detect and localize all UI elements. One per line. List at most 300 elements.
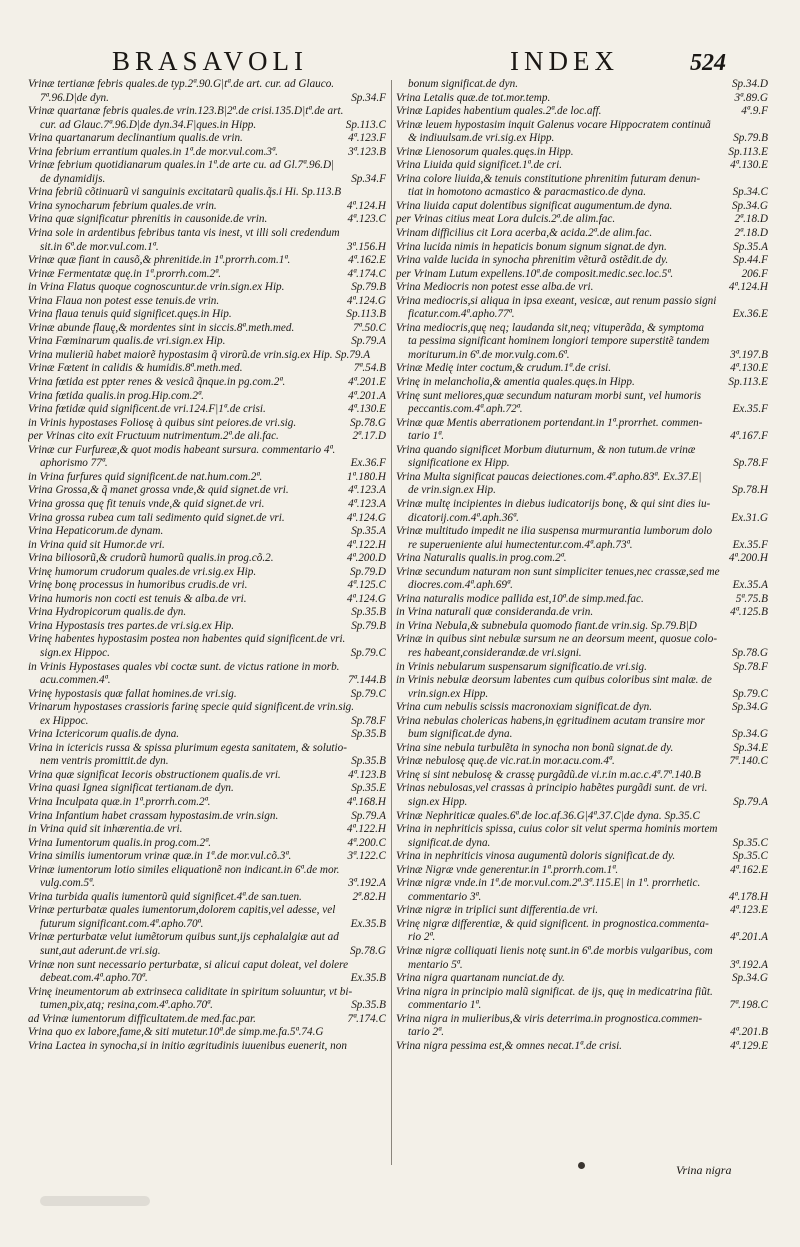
index-line xyxy=(396,539,768,553)
index-line xyxy=(28,200,386,214)
entry-text: Vrinæ non sunt necessario perturbatæ, si alicui caput doleat, vel dolere xyxy=(28,958,349,971)
index-line xyxy=(396,1040,768,1054)
entry-text: cur. ad Glauc.7ª.96.D|de dyn.34.F|ques.in Hipp. xyxy=(40,118,257,131)
index-line xyxy=(28,674,386,688)
entry-text: Vrina naturalis modice pallida est,10ª.de simp.med.fac. xyxy=(396,592,644,605)
entry-reference: 4ª.124.G xyxy=(346,294,386,307)
index-line xyxy=(396,904,768,918)
index-line xyxy=(396,850,768,864)
entry-reference: 4ª.174.C xyxy=(347,267,386,280)
entry-text: Vrinæ tertianæ febris quales.de typ.2ª.90.G|tª.de art. cur. ad Glauco. xyxy=(28,78,335,90)
entry-text: in Vrinis nebularum suspensarum significatio.de vri.sig. xyxy=(396,660,647,673)
entry-text: Vrina Hypostasis tres partes.de vri.sig.ex Hip. xyxy=(28,619,235,632)
index-line xyxy=(396,498,768,512)
entry-text: per Vrinas cito exit Fructuum nutrimentum.2ª.de ali.fac. xyxy=(28,430,279,443)
index-line xyxy=(396,308,768,322)
entry-reference: Ex.35.F xyxy=(732,538,768,551)
entry-text: Vrina Liuida quid significet.1ª.de cri. xyxy=(396,159,563,172)
entry-text: re superueniente alui humectentur.com.4ª.aph.73ª. xyxy=(408,538,633,551)
entry-text: Vrinę hypostasis quæ fallat homines.de vri.sig. xyxy=(28,687,237,700)
entry-text: significatione ex Hipp. xyxy=(408,457,510,470)
entry-text: per Vrinam Lutum expellens.10ª.de composit.medic.sec.loc.5ª. xyxy=(396,267,674,280)
paper-stain xyxy=(40,1196,150,1206)
entry-reference: Sp.35.B xyxy=(351,606,386,619)
entry-reference: 3ª.197.B xyxy=(730,348,768,361)
entry-reference: 4ª.124.G xyxy=(346,511,386,524)
entry-reference: Ex.35.A xyxy=(732,579,768,592)
index-line xyxy=(396,633,768,647)
entry-text: commentario 3ª. xyxy=(408,890,482,903)
entry-text: in Vrina Nebula,& subnebula quomodo fiant.de vrin.sig. Sp.79.B|D xyxy=(396,619,697,632)
entry-reference: Sp.35.E xyxy=(351,782,386,795)
index-line xyxy=(28,186,386,200)
entry-text: tumen,pix,atq; resina,com.4ª.apho.70ª. xyxy=(40,999,213,1012)
index-line xyxy=(396,119,768,133)
entry-reference: Sp.35.C xyxy=(732,850,768,863)
entry-text: Vrinæ quæ Mentis aberrationem portendant.in 1ª.prorrhet. commen- xyxy=(396,416,703,429)
index-line xyxy=(28,877,386,891)
entry-text: tario 1ª. xyxy=(408,430,445,443)
entry-reference: Sp.78.H xyxy=(731,484,768,497)
index-line xyxy=(28,376,386,390)
index-line xyxy=(28,728,386,742)
index-line xyxy=(396,999,768,1013)
entry-reference: 2ª.17.D xyxy=(352,430,386,443)
index-line xyxy=(28,742,386,756)
index-line xyxy=(396,620,768,634)
entry-text: Vrina synocharum febrium quales.de vrin. xyxy=(28,199,217,212)
index-line xyxy=(28,945,386,959)
index-line xyxy=(396,728,768,742)
entry-text: Vrinam difficilius cit Lora acerba,& acida.2ª.de alim.fac. xyxy=(396,227,653,240)
entry-text: res habeant,considerandæ.de vri.signi. xyxy=(408,646,582,659)
entry-reference: 4ª.201.B xyxy=(730,1026,768,1039)
entry-reference: 4ª.178.H xyxy=(728,890,768,903)
index-line xyxy=(28,701,386,715)
entry-text: Vrina mediocris,quę neq; laudanda sit,neq; vituperãda, & symptoma xyxy=(396,321,705,334)
entry-text: Vrina humoris non cocti est tenuis & alba.de vri. xyxy=(28,592,247,605)
entry-text: Vrina colore liuida,& tenuis constitutione phrenitim futuram denun- xyxy=(396,172,701,185)
index-line xyxy=(28,661,386,675)
index-line xyxy=(396,227,768,241)
entry-text: Vrinæ perturbatæ velut iumẽtorum quibus sunt,ijs cephalalgiæ aut ad xyxy=(28,931,339,944)
index-line xyxy=(28,918,386,932)
entry-text: bonum significat.de dyn. xyxy=(408,78,518,90)
entry-reference: 4ª.167.F xyxy=(730,430,768,443)
entry-text: Vrina mulieriũ habet maiorẽ hypostasim q̃ virorũ.de vrin.sig.ex Hip. Sp.79.A xyxy=(28,348,371,361)
entry-reference: 4ª.125.C xyxy=(347,579,386,592)
index-line xyxy=(396,593,768,607)
index-line xyxy=(396,972,768,986)
index-line xyxy=(396,105,768,119)
entry-text: tiat in homotono acmastico & paracmastico.de dyna. xyxy=(408,186,647,199)
entry-text: Vrina nebulas cholericas habens,in ęgritudinem acutam transire mor xyxy=(396,714,705,727)
index-line xyxy=(396,688,768,702)
index-line xyxy=(396,403,768,417)
entry-text: in Vrina furfures quid significent.de nat.hum.com.2ª. xyxy=(28,470,263,483)
entry-text: Vrina mediocris,si aliqua in ipsa exeant, vesicæ, aut renum passio signi xyxy=(396,294,717,307)
index-line xyxy=(396,362,768,376)
index-line xyxy=(396,200,768,214)
entry-reference: Sp.79.B xyxy=(351,619,386,632)
index-line xyxy=(28,308,386,322)
entry-text: moriturum.in 6ª.de mor.vulg.com.6ª. xyxy=(408,348,570,361)
entry-text: de dynamidijs. xyxy=(40,172,106,185)
entry-text: Vrinæ multitudo impedit ne ilia suspensa murmurantia lumborum dolo xyxy=(396,525,713,538)
entry-reference: 3ª.192.A xyxy=(730,958,768,971)
index-line xyxy=(396,891,768,905)
entry-text: Vrinę nigræ differentiæ, & quid significent. in prognostica.commenta- xyxy=(396,917,709,930)
entry-text: Vrinę humorum crudorum quales.de vri.sig.ex Hip. xyxy=(28,565,257,578)
entry-text: vulg.com.5ª. xyxy=(40,877,95,890)
entry-reference: Sp.35.B xyxy=(351,999,386,1012)
entry-reference: 4ª.130.E xyxy=(730,159,768,172)
entry-text: Vrinæ nebulosę quę.de vic.rat.in mor.acu.com.4ª. xyxy=(396,755,615,768)
index-line xyxy=(28,620,386,634)
entry-text: Vrinæ Lienosorum quales.quęs.in Hipp. xyxy=(396,145,574,158)
index-line xyxy=(396,606,768,620)
entry-reference: Sp.44.F xyxy=(733,254,768,267)
entry-text: Vrina cum nebulis scissis macronoxiam significat.de dyn. xyxy=(396,701,653,714)
index-line xyxy=(28,986,386,1000)
entry-reference: Sp.78.F xyxy=(351,714,386,727)
entry-reference: Sp.79.C xyxy=(350,646,386,659)
entry-text: Vrina nigra pessima est,& omnes necat.1ª.de crisi. xyxy=(396,1039,622,1052)
catchword: Vrina nigra xyxy=(676,1163,732,1177)
index-line xyxy=(396,173,768,187)
index-line xyxy=(28,755,386,769)
index-line xyxy=(28,457,386,471)
entry-reference: 7ª.50.C xyxy=(353,321,386,334)
entry-text: debeat.com.4ª.apho.70ª. xyxy=(40,972,148,985)
entry-reference: 4ª.200.D xyxy=(346,552,386,565)
entry-text: Vrina in nephriticis spissa, cuius color sit velut sperma hominis mortem xyxy=(396,823,718,836)
index-line xyxy=(396,945,768,959)
index-line xyxy=(28,715,386,729)
ornament-dot xyxy=(578,1162,585,1169)
index-line xyxy=(28,1013,386,1027)
left-column xyxy=(28,78,386,1053)
index-line xyxy=(396,674,768,688)
entry-reference: 7ª.54.B xyxy=(353,362,386,375)
index-line xyxy=(28,105,386,119)
entry-text: Vrina Infantium habet crassam hypostasim.de vrin.sign. xyxy=(28,809,279,822)
index-line xyxy=(396,146,768,160)
entry-text: Vrina nigra in principio malũ significat. de ijs, quę in medicatrina fiũt. xyxy=(396,985,713,998)
entry-text: Vrina quæ significat Iecoris obstructionem qualis.de vri. xyxy=(28,768,281,781)
index-line xyxy=(28,512,386,526)
entry-text: Vrina fœtida est ppter renes & vesicã q̃nque.in pg.com.2ª. xyxy=(28,376,286,389)
entry-text: dicatorij.com.4ª.aph.36ª. xyxy=(408,511,519,524)
entry-reference: 4ª.123.A xyxy=(348,484,386,497)
index-line xyxy=(396,349,768,363)
entry-reference: Sp.34.E xyxy=(733,741,768,754)
entry-reference: Sp.113.E xyxy=(728,376,768,389)
index-line xyxy=(28,606,386,620)
entry-reference: Sp.79.A xyxy=(351,335,386,348)
index-line xyxy=(396,376,768,390)
entry-text: Vrinæ perturbatæ quales iumentorum,dolorem capitis,vel adesse, vel xyxy=(28,904,336,917)
index-line xyxy=(28,159,386,173)
entry-text: Vrinæ febrium quotidianarum quales.in 1ª.de arte cu. ad Gl.7ª.96.D| xyxy=(28,159,335,172)
index-line xyxy=(396,512,768,526)
entry-reference: 4ª.201.E xyxy=(348,376,386,389)
index-line xyxy=(28,810,386,824)
index-line xyxy=(28,1026,386,1040)
entry-text: bum significat.de dyna. xyxy=(408,728,513,741)
index-line xyxy=(396,186,768,200)
entry-text: Vrina Naturalis qualis.in prog.com.2ª. xyxy=(396,552,567,565)
entry-text: Vrina grossa rubea cum tali sedimento quid signet.de vri. xyxy=(28,511,285,524)
entry-reference: 4ª.168.H xyxy=(346,795,386,808)
entry-text: Vrina valde lucida in synocha phrenitim vẽturã ostẽdit.de dy. xyxy=(396,254,669,267)
index-line xyxy=(28,471,386,485)
index-line xyxy=(28,579,386,593)
index-line xyxy=(28,132,386,146)
entry-text: sit.in 6ª.de mor.vul.com.1ª. xyxy=(40,240,159,253)
entry-reference: Ex.36.E xyxy=(732,308,768,321)
entry-text: ad Vrinæ iumentorum difficultatem.de med.fac.par. xyxy=(28,1012,256,1025)
entry-reference: 4ª.122.H xyxy=(346,823,386,836)
entry-reference: Sp.34.G xyxy=(731,701,768,714)
entry-text: peccantis.com.4ª.aph.72ª. xyxy=(408,403,523,416)
index-line xyxy=(396,837,768,851)
index-line xyxy=(28,227,386,241)
index-line xyxy=(28,633,386,647)
entry-reference: 4ª.123.C xyxy=(347,213,386,226)
entry-text: Vrina quando significet Morbum diuturnum, & non tutum.de vrinæ xyxy=(396,443,696,456)
index-line xyxy=(28,904,386,918)
index-line xyxy=(28,349,386,363)
entry-text: Vrinę si sint nebulosę & crassę purgãdũ.de vi.r.in m.ac.c.4ª.7ª.140.B xyxy=(396,768,701,781)
entry-text: Vrina similis iumentorum vrinæ quæ.in 1ª.de mor.vul.cõ.3ª. xyxy=(28,850,292,863)
index-line xyxy=(28,484,386,498)
entry-reference: 4ª.123.E xyxy=(730,904,768,917)
entry-reference: 4ª.130.E xyxy=(730,362,768,375)
entry-text: Vrinæ multę incipientes in diebus iudicatorijs bonę, & qui sint dies iu- xyxy=(396,497,711,510)
entry-reference: Ex.36.F xyxy=(350,457,386,470)
entry-text: Vrina sole in ardentibus febribus tanta vis inest, vt illi soli credendum xyxy=(28,227,340,240)
entry-reference: Sp.35.C xyxy=(732,836,768,849)
entry-reference: Sp.34.C xyxy=(732,186,768,199)
entry-text: Vrinę ineumentorum ab extrinseca caliditate in spiritum soluuntur, vt bi- xyxy=(28,985,353,998)
entry-reference: 7ª.198.C xyxy=(729,999,768,1012)
index-line xyxy=(396,92,768,106)
index-line xyxy=(28,322,386,336)
index-line xyxy=(396,918,768,932)
index-line xyxy=(28,119,386,133)
entry-reference: Sp.79.B xyxy=(351,281,386,294)
entry-text: diocres.com.4ª.aph.69ª. xyxy=(408,579,513,592)
entry-reference: Sp.34.F xyxy=(351,172,386,185)
entry-text: Vrinæ nigræ in triplici sunt differentia.de vri. xyxy=(396,904,598,917)
index-line xyxy=(396,877,768,891)
entry-text: Vrina Fœminarum qualis.de vri.sign.ex Hip. xyxy=(28,335,226,348)
entry-text: Vrinę in melancholia,& amentia quales.quęs.in Hipp. xyxy=(396,376,635,389)
index-line xyxy=(396,417,768,431)
entry-text: Vrina lucida nimis in hepaticis bonum signum signat.de dyn. xyxy=(396,240,667,253)
entry-reference: 4ª.129.E xyxy=(730,1039,768,1052)
entry-reference: Ex.35.B xyxy=(350,972,386,985)
entry-text: ta pessima significant hominem longiori tempore superstitẽ tandem xyxy=(408,335,710,348)
entry-reference: Sp.35.B xyxy=(351,728,386,741)
entry-text: futurum significant.com.4ª.apho.70ª. xyxy=(40,917,204,930)
column-divider xyxy=(391,80,392,1165)
entry-reference: 7ª.140.C xyxy=(729,755,768,768)
entry-reference: 2ª.18.D xyxy=(734,213,768,226)
index-line xyxy=(396,1013,768,1027)
header-title: INDEX xyxy=(510,46,619,76)
entry-reference: 2ª.82.H xyxy=(352,890,386,903)
index-line xyxy=(396,457,768,471)
index-line xyxy=(28,864,386,878)
index-line xyxy=(396,647,768,661)
entry-text: Vrina in ictericis russa & spissa plurimum egesta sanitatem, & solutio- xyxy=(28,741,347,754)
index-line xyxy=(28,539,386,553)
index-line xyxy=(396,810,768,824)
entry-reference: Sp.79.A xyxy=(351,809,386,822)
entry-reference: 4ª.122.H xyxy=(346,538,386,551)
entry-text: Vrinę habentes hypostasim postea non habentes quid significent.de vri. xyxy=(28,633,346,646)
entry-text: Vrinas nebulosas,vel crassas à principio habẽtes purgãdi sunt. de vri. xyxy=(396,782,708,795)
entry-text: Vrina Multa significat paucas deiectiones.com.4ª.apho.83ª. Ex.37.E| xyxy=(396,470,702,483)
entry-reference: 7ª.174.C xyxy=(347,1012,386,1025)
entry-text: Vrina quæ significatur phrenitis in causonide.de vrin. xyxy=(28,213,268,226)
index-line xyxy=(28,647,386,661)
index-line xyxy=(396,254,768,268)
index-line xyxy=(396,782,768,796)
entry-text: per Vrinas citius meat Lora dulcis.2ª.de alim.fac. xyxy=(396,213,616,226)
index-line xyxy=(28,891,386,905)
entry-text: sign.ex Hippoc. xyxy=(40,646,110,659)
entry-reference: 4ª.201.A xyxy=(730,931,768,944)
index-line xyxy=(396,579,768,593)
index-line xyxy=(28,782,386,796)
index-line xyxy=(28,972,386,986)
entry-text: Vrina liuida caput dolentibus significat augumentum.de dyna. xyxy=(396,199,673,212)
entry-text: Vrinę sunt meliores,quæ secundum naturam morbi sunt, vel humoris xyxy=(396,389,702,402)
index-line xyxy=(396,484,768,498)
entry-text: Vrinæ quæ fiant in causõ,& phrenitide.in 1ª.prorrh.com.1ª. xyxy=(28,254,291,267)
entry-reference: Sp.79.B xyxy=(733,132,768,145)
entry-text: tario 2ª. xyxy=(408,1026,445,1039)
entry-text: Vrina fœtida qualis.in prog.Hip.com.2ª. xyxy=(28,389,204,402)
index-line xyxy=(396,241,768,255)
entry-text: Vrinæ Fermentatæ quę.in 1ª.prorrh.com.2ª. xyxy=(28,267,222,280)
entry-text: Vrina Iumentorum qualis.in prog.com.2ª. xyxy=(28,836,212,849)
index-line xyxy=(396,525,768,539)
entry-reference: Sp.34.G xyxy=(731,199,768,212)
entry-text: Vrina in nephriticis vinosa augumentũ doloris significat.de dy. xyxy=(396,850,676,863)
entry-text: rio 2ª. xyxy=(408,931,436,944)
index-line xyxy=(28,525,386,539)
entry-text: significat.de dyna. xyxy=(408,836,491,849)
index-line xyxy=(28,999,386,1013)
entry-reference: Sp.34.F xyxy=(351,91,386,104)
entry-reference: Sp.78.F xyxy=(733,660,768,673)
entry-text: mentario 5ª. xyxy=(408,958,463,971)
index-line xyxy=(28,769,386,783)
entry-text: Vrina Lactea in synocha,si in initio ægritudinis iuuenibus euenerit, non xyxy=(28,1039,347,1052)
entry-text: Vrina febriũ cõtinuarũ vi sanguinis excitatarũ qualis.q̃s.i Hi. Sp.113.B xyxy=(28,186,342,199)
entry-text: Vrinę bonę processus in humoribus crudis.de vri. xyxy=(28,579,248,592)
entry-text: & indiuulsam.de vri.sig.ex Hipp. xyxy=(408,132,555,145)
entry-text: Vrina Grossa,& q̃ manet grossa vnde,& quid signet.de vri. xyxy=(28,484,289,497)
entry-reference: Sp.79.D xyxy=(349,565,386,578)
entry-reference: 4ª.162.E xyxy=(348,254,386,267)
entry-reference: Sp.113.E xyxy=(728,145,768,158)
entry-text: commentario 1ª. xyxy=(408,999,482,1012)
index-line xyxy=(28,1040,386,1054)
index-line xyxy=(396,742,768,756)
entry-text: de vrin.sign.ex Hip. xyxy=(408,484,496,497)
index-line xyxy=(396,335,768,349)
entry-text: Vrina nigra quartanam nunciat.de dy. xyxy=(396,972,565,985)
entry-text: Vrinæ cur Furfureæ,& quot modis habeant sursura. commentario 4ª. xyxy=(28,443,336,456)
index-line xyxy=(28,796,386,810)
entry-reference: Sp.78.F xyxy=(733,457,768,470)
index-line xyxy=(396,796,768,810)
entry-text: Vrina Letalis quæ.de tot.mor.temp. xyxy=(396,91,551,104)
entry-reference: 4ª.200.H xyxy=(728,552,768,565)
index-line xyxy=(28,837,386,851)
entry-text: nem ventris promittit.de dyn. xyxy=(40,755,169,768)
index-line xyxy=(28,254,386,268)
entry-text: in Vrinis Hypostases quales vbi coctæ sunt. de victus ratione in morb. xyxy=(28,660,340,673)
entry-text: Vrinæ Lapides habentium quales.2ª.de loc.aff. xyxy=(396,105,602,118)
entry-reference: 4ª.162.E xyxy=(730,863,768,876)
index-line xyxy=(396,213,768,227)
index-line xyxy=(396,823,768,837)
index-line xyxy=(28,146,386,160)
entry-reference: Sp.79.A xyxy=(733,795,768,808)
entry-reference: Sp.78.G xyxy=(731,646,768,659)
entry-text: Vrinæ Nigræ vnde generentur.in 1ª.prorrh.com.1ª. xyxy=(396,863,619,876)
entry-text: ficatur.com.4ª.apho.77ª. xyxy=(408,308,515,321)
entry-reference: Ex.35.F xyxy=(732,403,768,416)
entry-text: Vrinæ iumentorum lotio similes eliquationẽ non indicant.in 6ª.de mor. xyxy=(28,863,340,876)
entry-text: Vrina quasi Ignea significat tertianam.de dyn. xyxy=(28,782,234,795)
entry-reference: 2ª.18.D xyxy=(734,227,768,240)
entry-reference: Sp.35.B xyxy=(351,755,386,768)
entry-text: Vrina febrium errantium quales.in 1ª.de mor.vul.com.3ª. xyxy=(28,145,278,158)
index-line xyxy=(28,362,386,376)
entry-text: Vrina Hepaticorum.de dynam. xyxy=(28,525,164,538)
index-line xyxy=(28,850,386,864)
entry-text: Vrina quartanarum declinantium qualis.de vrin. xyxy=(28,132,243,145)
index-line xyxy=(28,417,386,431)
entry-reference: Ex.35.B xyxy=(350,917,386,930)
entry-text: sunt,aut aderunt.de vri.sig. xyxy=(40,945,161,957)
index-line xyxy=(28,552,386,566)
index-line xyxy=(28,78,386,92)
running-header xyxy=(0,38,800,78)
entry-text: Vrina nigra in mulieribus,& viris deterrima.in prognostica.commen- xyxy=(396,1012,703,1025)
entry-text: Vrina Mediocris non potest esse alba.de vri. xyxy=(396,281,594,294)
entry-reference: 5ª.75.B xyxy=(735,592,768,605)
entry-text: Vrinæ Nephriticæ quales.6ª.de loc.af.36.G|4ª.37.C|de dyna. Sp.35.C xyxy=(396,809,700,822)
entry-text: Vrina Inculpata quæ.in 1ª.prorrh.com.2ª. xyxy=(28,795,211,808)
entry-reference: 4ª.124.H xyxy=(346,199,386,212)
index-line xyxy=(28,688,386,702)
entry-text: Vrinæ in quibus sint nebulæ sursum ne an deorsum meent, quosue colo- xyxy=(396,633,718,646)
index-line xyxy=(396,931,768,945)
index-line xyxy=(396,1026,768,1040)
entry-text: Vrinæ nigræ colliquati lienis notę sunt.in 6ª.de morbis vulgaribus, com xyxy=(396,945,713,957)
entry-text: in Vrina quid sit Humor.de vri. xyxy=(28,538,165,551)
entry-text: Vrina quo ex labore,fame,& siti mutetur.10ª.de simp.me.fa.5ª.74.G xyxy=(28,1026,324,1039)
index-line xyxy=(396,281,768,295)
